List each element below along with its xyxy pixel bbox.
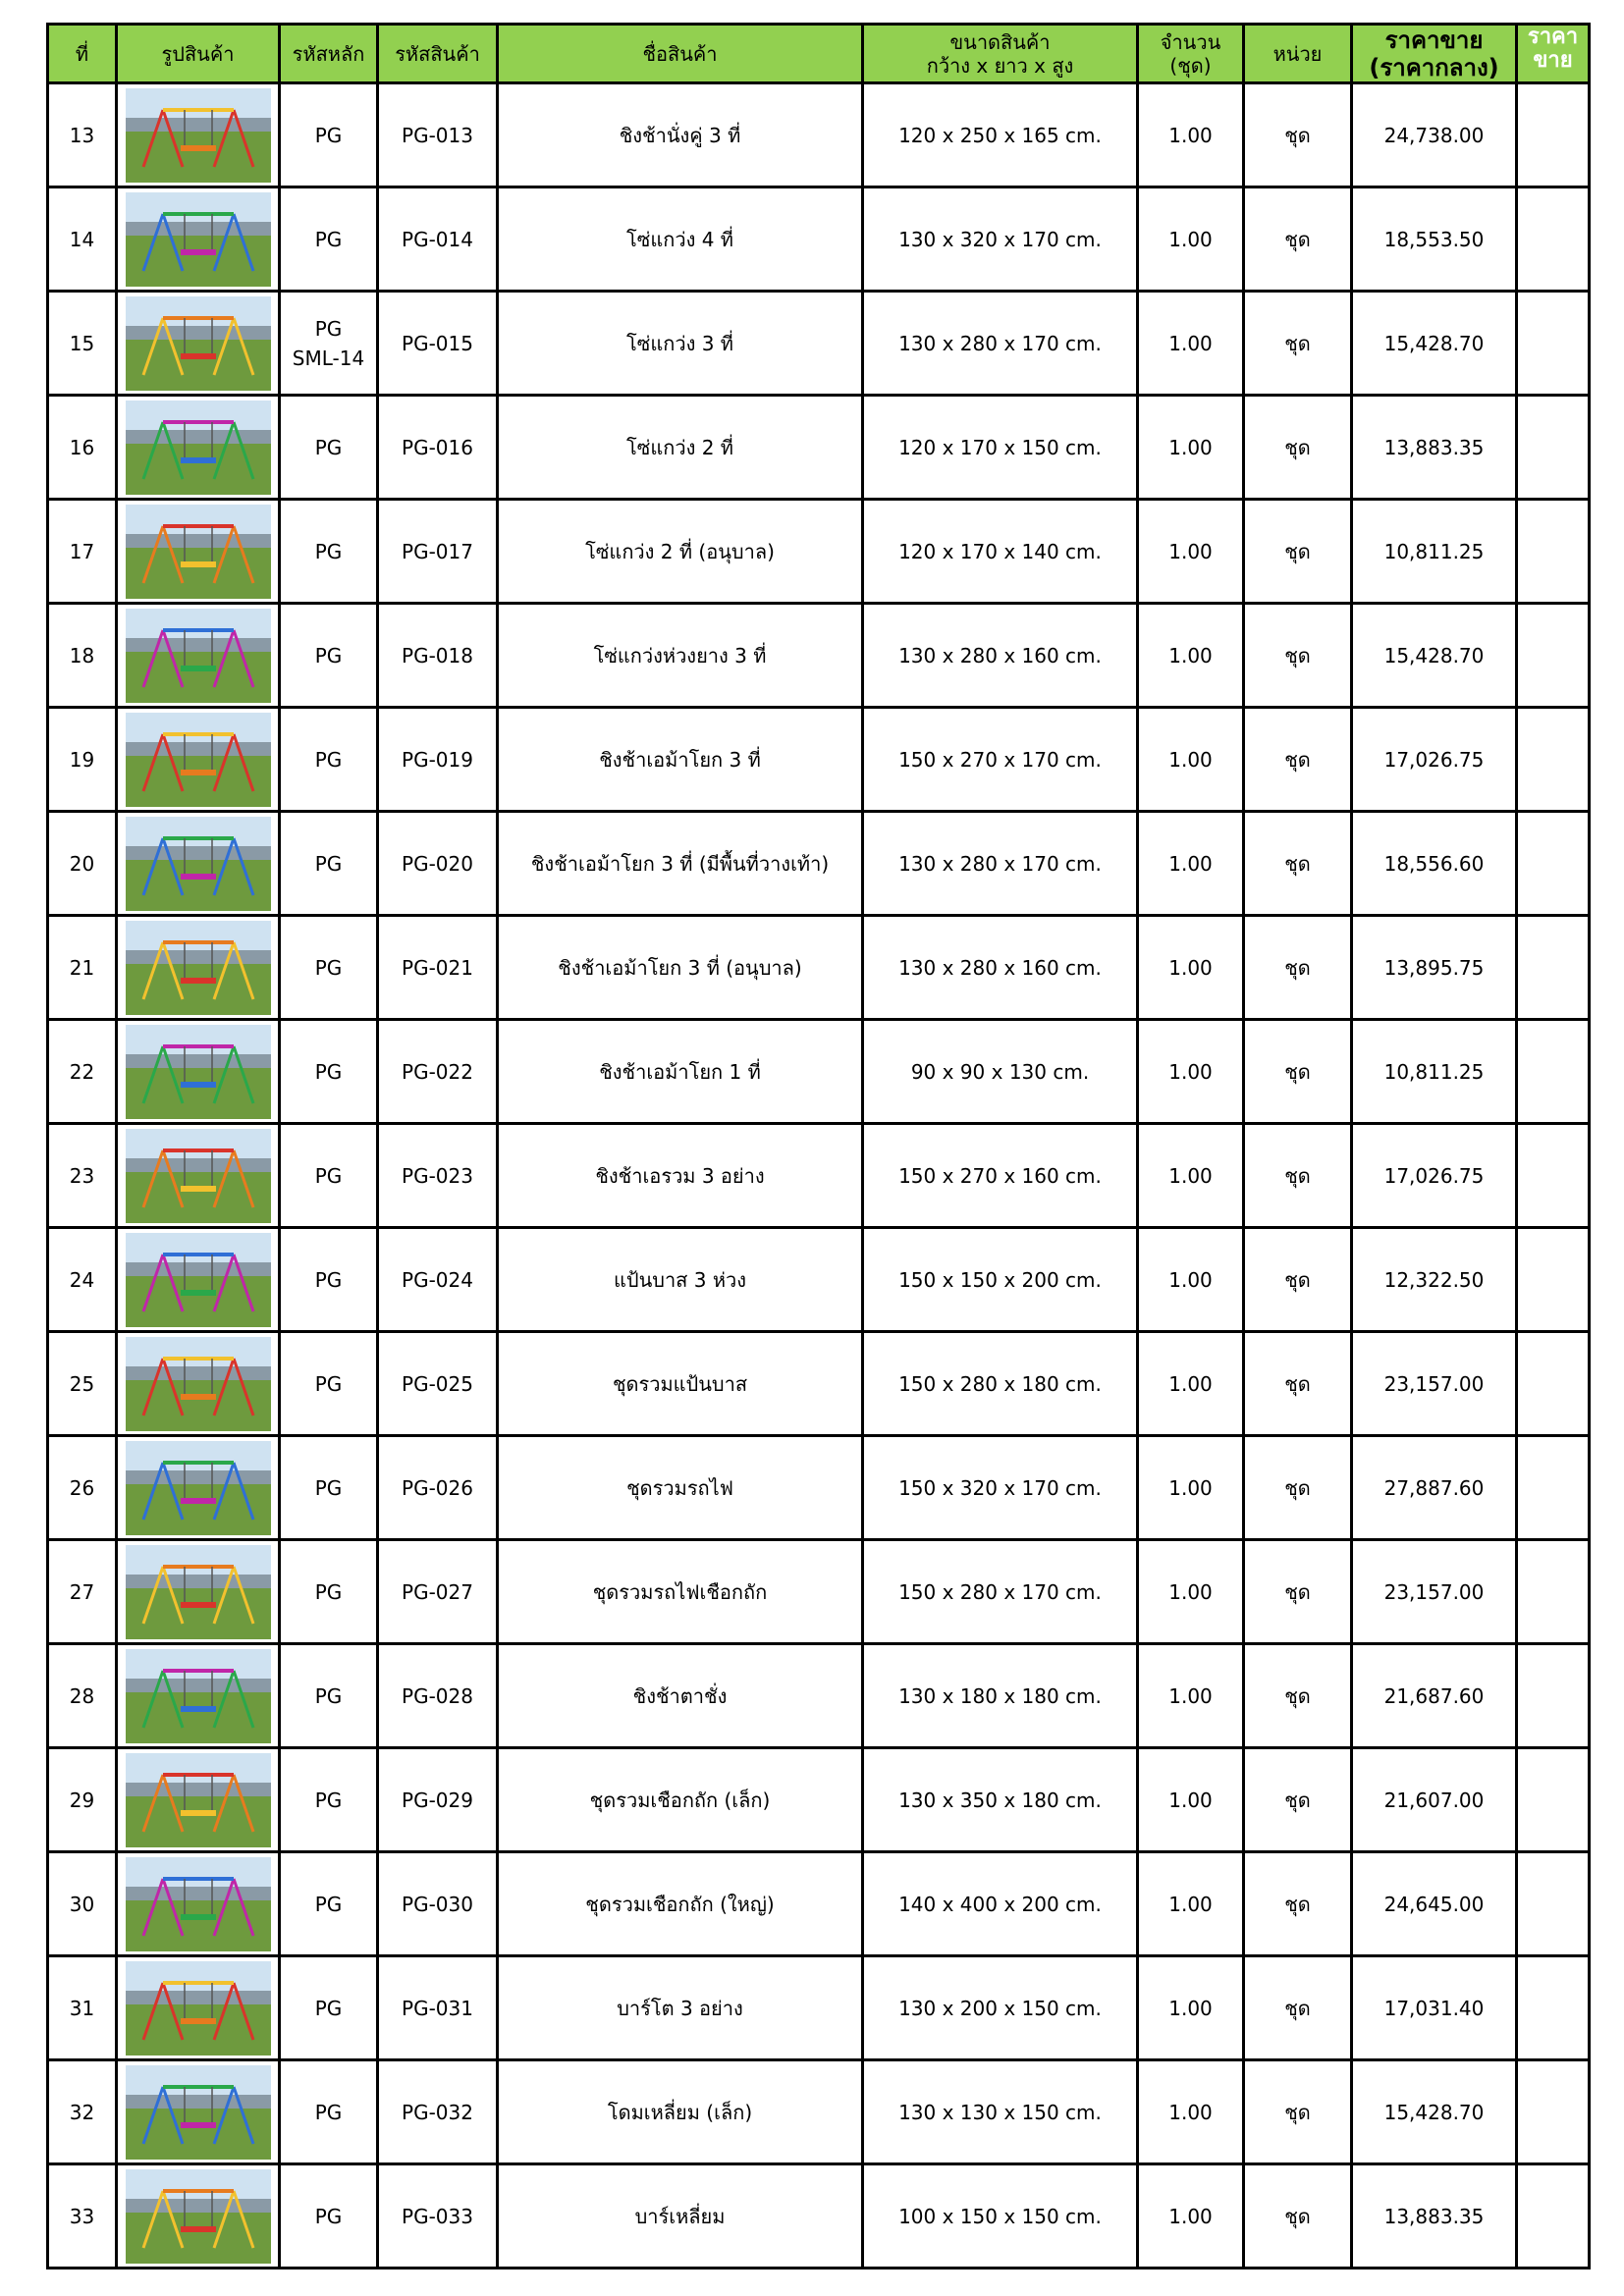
table-row — [48, 708, 1590, 812]
product-photo — [126, 817, 271, 911]
product-image-cell — [117, 1956, 280, 2060]
main-code-line1: PG — [314, 643, 343, 667]
product-image-cell — [117, 2060, 280, 2164]
product-code: PG-021 — [378, 916, 498, 1020]
header-size-line1: ขนาดสินค้า — [949, 29, 1051, 54]
product-size: 100 x 150 x 150 cm. — [863, 2164, 1138, 2269]
table-row — [48, 1228, 1590, 1332]
product-photo — [126, 2065, 271, 2160]
product-price: 15,428.70 — [1352, 292, 1517, 396]
product-name: ชุดรวมรถไฟเชือกถัก — [498, 1540, 863, 1644]
product-size: 150 x 150 x 200 cm. — [863, 1228, 1138, 1332]
product-unit: ชุด — [1244, 812, 1352, 916]
extra-price-cell — [1517, 1644, 1590, 1748]
product-qty: 1.00 — [1138, 1748, 1244, 1852]
table-row — [48, 2060, 1590, 2164]
product-qty: 1.00 — [1138, 292, 1244, 396]
extra-price-cell — [1517, 812, 1590, 916]
product-unit: ชุด — [1244, 1956, 1352, 2060]
main-code — [280, 1020, 378, 1124]
table-row — [48, 1124, 1590, 1228]
main-code-line1: PG — [314, 1892, 343, 1916]
header-price — [1352, 25, 1517, 83]
header-qty-line2: (ชุด) — [1169, 53, 1212, 78]
extra-price-cell — [1517, 1332, 1590, 1436]
product-photo — [126, 1857, 271, 1951]
product-unit: ชุด — [1244, 1020, 1352, 1124]
row-no: 19 — [48, 708, 117, 812]
header-product-name: ชื่อสินค้า — [498, 25, 863, 83]
product-price: 12,322.50 — [1352, 1228, 1517, 1332]
table-row — [48, 1436, 1590, 1540]
product-price: 21,687.60 — [1352, 1644, 1517, 1748]
product-unit: ชุด — [1244, 916, 1352, 1020]
product-name: ชิงช้าเอรวม 3 อย่าง — [498, 1124, 863, 1228]
row-no: 22 — [48, 1020, 117, 1124]
product-image-cell — [117, 83, 280, 187]
main-code — [280, 916, 378, 1020]
product-image-cell — [117, 604, 280, 708]
main-code-line2: SML-14 — [292, 346, 365, 370]
row-no: 15 — [48, 292, 117, 396]
main-code-line1: PG — [314, 1163, 343, 1188]
header-qty-line1: จำนวน — [1160, 29, 1221, 54]
product-code: PG-024 — [378, 1228, 498, 1332]
row-no: 31 — [48, 1956, 117, 2060]
extra-price-cell — [1517, 292, 1590, 396]
row-no: 33 — [48, 2164, 117, 2269]
product-unit: ชุด — [1244, 292, 1352, 396]
main-code-line1: PG — [314, 316, 343, 341]
main-code — [280, 2060, 378, 2164]
product-image-cell — [117, 1020, 280, 1124]
header-image: รูปสินค้า — [117, 25, 280, 83]
main-code — [280, 1748, 378, 1852]
product-photo — [126, 1649, 271, 1743]
table-row — [48, 1956, 1590, 2060]
product-photo — [126, 1025, 271, 1119]
product-price: 17,031.40 — [1352, 1956, 1517, 2060]
main-code-line1: PG — [314, 539, 343, 563]
product-photo — [126, 713, 271, 807]
row-no: 16 — [48, 396, 117, 500]
product-unit: ชุด — [1244, 1748, 1352, 1852]
product-image-cell — [117, 396, 280, 500]
product-name: โซ่แกว่งห่วงยาง 3 ที่ — [498, 604, 863, 708]
product-code: PG-032 — [378, 2060, 498, 2164]
extra-price-cell — [1517, 187, 1590, 292]
product-code: PG-031 — [378, 1956, 498, 2060]
product-qty: 1.00 — [1138, 1228, 1244, 1332]
product-size: 90 x 90 x 130 cm. — [863, 1020, 1138, 1124]
product-size: 120 x 170 x 150 cm. — [863, 396, 1138, 500]
product-photo — [126, 2169, 271, 2264]
product-unit: ชุด — [1244, 1436, 1352, 1540]
product-name: โซ่แกว่ง 2 ที่ (อนุบาล) — [498, 500, 863, 604]
product-size: 130 x 280 x 170 cm. — [863, 812, 1138, 916]
main-code — [280, 1124, 378, 1228]
product-unit: ชุด — [1244, 708, 1352, 812]
product-qty: 1.00 — [1138, 916, 1244, 1020]
product-price: 13,883.35 — [1352, 396, 1517, 500]
main-code — [280, 1332, 378, 1436]
product-size: 150 x 280 x 180 cm. — [863, 1332, 1138, 1436]
product-size: 130 x 130 x 150 cm. — [863, 2060, 1138, 2164]
table-row — [48, 916, 1590, 1020]
row-no: 24 — [48, 1228, 117, 1332]
product-size: 130 x 350 x 180 cm. — [863, 1748, 1138, 1852]
product-photo — [126, 1961, 271, 2056]
header-qty — [1138, 25, 1244, 83]
table-row — [48, 1020, 1590, 1124]
product-code: PG-027 — [378, 1540, 498, 1644]
table-row — [48, 1644, 1590, 1748]
header-extra-price — [1517, 25, 1590, 83]
product-unit: ชุด — [1244, 83, 1352, 187]
row-no: 30 — [48, 1852, 117, 1956]
product-qty: 1.00 — [1138, 1852, 1244, 1956]
table-row — [48, 83, 1590, 187]
main-code-line1: PG — [314, 123, 343, 147]
main-code-line1: PG — [314, 1267, 343, 1292]
product-code: PG-018 — [378, 604, 498, 708]
table-row — [48, 2164, 1590, 2269]
product-code: PG-016 — [378, 396, 498, 500]
main-code-line1: PG — [314, 955, 343, 980]
table-row — [48, 812, 1590, 916]
product-name: แป้นบาส 3 ห่วง — [498, 1228, 863, 1332]
product-qty: 1.00 — [1138, 396, 1244, 500]
product-unit: ชุด — [1244, 1852, 1352, 1956]
product-qty: 1.00 — [1138, 1124, 1244, 1228]
product-qty: 1.00 — [1138, 1644, 1244, 1748]
main-code-line1: PG — [314, 1579, 343, 1604]
product-qty: 1.00 — [1138, 187, 1244, 292]
product-code: PG-028 — [378, 1644, 498, 1748]
product-name: ชิงช้าเอม้าโยก 1 ที่ — [498, 1020, 863, 1124]
product-name: ชิงช้าเอม้าโยก 3 ที่ — [498, 708, 863, 812]
product-qty: 1.00 — [1138, 2060, 1244, 2164]
table-body — [48, 83, 1590, 2269]
product-image-cell — [117, 500, 280, 604]
product-code: PG-030 — [378, 1852, 498, 1956]
product-qty: 1.00 — [1138, 812, 1244, 916]
main-code-line1: PG — [314, 435, 343, 459]
main-code-line1: PG — [314, 851, 343, 876]
header-unit: หน่วย — [1244, 25, 1352, 83]
product-code: PG-013 — [378, 83, 498, 187]
table-row — [48, 1748, 1590, 1852]
main-code-line1: PG — [314, 1683, 343, 1708]
product-name: โซ่แกว่ง 3 ที่ — [498, 292, 863, 396]
product-size: 130 x 320 x 170 cm. — [863, 187, 1138, 292]
product-code: PG-023 — [378, 1124, 498, 1228]
product-qty: 1.00 — [1138, 604, 1244, 708]
product-qty: 1.00 — [1138, 1020, 1244, 1124]
product-unit: ชุด — [1244, 396, 1352, 500]
product-size: 130 x 280 x 160 cm. — [863, 916, 1138, 1020]
product-image-cell — [117, 1332, 280, 1436]
header-price-line1: ราคาขาย — [1384, 26, 1484, 54]
product-code: PG-019 — [378, 708, 498, 812]
header-product-code: รหัสสินค้า — [378, 25, 498, 83]
product-qty: 1.00 — [1138, 500, 1244, 604]
product-qty: 1.00 — [1138, 1540, 1244, 1644]
table-row — [48, 500, 1590, 604]
product-unit: ชุด — [1244, 1540, 1352, 1644]
extra-price-cell — [1517, 1228, 1590, 1332]
product-unit: ชุด — [1244, 604, 1352, 708]
product-code: PG-029 — [378, 1748, 498, 1852]
product-image-cell — [117, 1436, 280, 1540]
product-unit: ชุด — [1244, 500, 1352, 604]
product-size: 150 x 320 x 170 cm. — [863, 1436, 1138, 1540]
row-no: 17 — [48, 500, 117, 604]
table-row — [48, 604, 1590, 708]
product-photo — [126, 609, 271, 703]
product-size: 130 x 280 x 170 cm. — [863, 292, 1138, 396]
product-price: 21,607.00 — [1352, 1748, 1517, 1852]
product-price: 23,157.00 — [1352, 1332, 1517, 1436]
product-price: 24,645.00 — [1352, 1852, 1517, 1956]
extra-price-cell — [1517, 83, 1590, 187]
header-no: ที่ — [48, 25, 117, 83]
product-image-cell — [117, 2164, 280, 2269]
product-size: 130 x 180 x 180 cm. — [863, 1644, 1138, 1748]
product-name: บาร์เหลี่ยม — [498, 2164, 863, 2269]
product-photo — [126, 1337, 271, 1431]
product-price: 17,026.75 — [1352, 1124, 1517, 1228]
product-image-cell — [117, 1124, 280, 1228]
product-size: 120 x 250 x 165 cm. — [863, 83, 1138, 187]
extra-price-cell — [1517, 604, 1590, 708]
row-no: 28 — [48, 1644, 117, 1748]
row-no: 21 — [48, 916, 117, 1020]
main-code-line1: PG — [314, 1475, 343, 1500]
main-code — [280, 1852, 378, 1956]
extra-price-cell — [1517, 396, 1590, 500]
table-row — [48, 1332, 1590, 1436]
header-size — [863, 25, 1138, 83]
product-name: โดมเหลี่ยม (เล็ก) — [498, 2060, 863, 2164]
product-qty: 1.00 — [1138, 83, 1244, 187]
product-photo — [126, 505, 271, 599]
product-code: PG-022 — [378, 1020, 498, 1124]
product-qty: 1.00 — [1138, 1332, 1244, 1436]
extra-price-cell — [1517, 1436, 1590, 1540]
main-code — [280, 1228, 378, 1332]
product-price: 13,883.35 — [1352, 2164, 1517, 2269]
header-extra-line1: ราคา — [1527, 25, 1579, 49]
extra-price-cell — [1517, 916, 1590, 1020]
main-code — [280, 83, 378, 187]
product-unit: ชุด — [1244, 1332, 1352, 1436]
extra-price-cell — [1517, 708, 1590, 812]
row-no: 25 — [48, 1332, 117, 1436]
product-price: 10,811.25 — [1352, 500, 1517, 604]
product-code: PG-026 — [378, 1436, 498, 1540]
product-name: โซ่แกว่ง 4 ที่ — [498, 187, 863, 292]
row-no: 14 — [48, 187, 117, 292]
product-image-cell — [117, 1748, 280, 1852]
product-unit: ชุด — [1244, 1228, 1352, 1332]
product-image-cell — [117, 708, 280, 812]
row-no: 26 — [48, 1436, 117, 1540]
product-code: PG-015 — [378, 292, 498, 396]
row-no: 13 — [48, 83, 117, 187]
extra-price-cell — [1517, 1124, 1590, 1228]
product-photo — [126, 400, 271, 495]
product-price: 10,811.25 — [1352, 1020, 1517, 1124]
table-row — [48, 292, 1590, 396]
main-code-line1: PG — [314, 1371, 343, 1396]
row-no: 32 — [48, 2060, 117, 2164]
extra-price-cell — [1517, 500, 1590, 604]
product-photo — [126, 1753, 271, 1847]
product-photo — [126, 1441, 271, 1535]
product-price: 15,428.70 — [1352, 604, 1517, 708]
product-photo — [126, 192, 271, 287]
product-photo — [126, 296, 271, 391]
product-price: 13,895.75 — [1352, 916, 1517, 1020]
product-unit: ชุด — [1244, 2060, 1352, 2164]
main-code — [280, 2164, 378, 2269]
main-code — [280, 1956, 378, 2060]
extra-price-cell — [1517, 1540, 1590, 1644]
product-unit: ชุด — [1244, 1644, 1352, 1748]
product-image-cell — [117, 812, 280, 916]
main-code-line1: PG — [314, 2204, 343, 2228]
product-unit: ชุด — [1244, 187, 1352, 292]
product-unit: ชุด — [1244, 2164, 1352, 2269]
product-image-cell — [117, 292, 280, 396]
row-no: 20 — [48, 812, 117, 916]
product-name: บาร์โต 3 อย่าง — [498, 1956, 863, 2060]
main-code — [280, 708, 378, 812]
header-extra-line2: ขาย — [1533, 48, 1573, 73]
product-price: 24,738.00 — [1352, 83, 1517, 187]
product-name: โซ่แกว่ง 2 ที่ — [498, 396, 863, 500]
product-code: PG-017 — [378, 500, 498, 604]
product-price: 15,428.70 — [1352, 2060, 1517, 2164]
row-no: 29 — [48, 1748, 117, 1852]
main-code — [280, 1644, 378, 1748]
product-image-cell — [117, 1644, 280, 1748]
product-size: 150 x 270 x 160 cm. — [863, 1124, 1138, 1228]
main-code-line1: PG — [314, 1788, 343, 1812]
row-no: 18 — [48, 604, 117, 708]
main-code — [280, 500, 378, 604]
extra-price-cell — [1517, 1748, 1590, 1852]
extra-price-cell — [1517, 2060, 1590, 2164]
product-code: PG-033 — [378, 2164, 498, 2269]
product-code: PG-025 — [378, 1332, 498, 1436]
product-size: 120 x 170 x 140 cm. — [863, 500, 1138, 604]
product-photo — [126, 1129, 271, 1223]
product-image-cell — [117, 1852, 280, 1956]
price-list-table — [46, 23, 1591, 2269]
product-qty: 1.00 — [1138, 1956, 1244, 2060]
main-code — [280, 1540, 378, 1644]
main-code-line1: PG — [314, 1996, 343, 2020]
product-price: 18,553.50 — [1352, 187, 1517, 292]
main-code — [280, 1436, 378, 1540]
table-row — [48, 187, 1590, 292]
product-photo — [126, 1233, 271, 1327]
product-size: 150 x 280 x 170 cm. — [863, 1540, 1138, 1644]
main-code — [280, 396, 378, 500]
product-qty: 1.00 — [1138, 708, 1244, 812]
product-qty: 1.00 — [1138, 1436, 1244, 1540]
product-image-cell — [117, 916, 280, 1020]
main-code-line1: PG — [314, 1059, 343, 1084]
product-code: PG-014 — [378, 187, 498, 292]
header-size-line2: กว้าง x ยาว x สูง — [926, 53, 1074, 78]
product-size: 130 x 280 x 160 cm. — [863, 604, 1138, 708]
product-qty: 1.00 — [1138, 2164, 1244, 2269]
main-code — [280, 187, 378, 292]
main-code — [280, 292, 378, 396]
product-name: ชุดรวมเชือกถัก (ใหญ่) — [498, 1852, 863, 1956]
main-code-line1: PG — [314, 2100, 343, 2124]
product-name: ชุดรวมรถไฟ — [498, 1436, 863, 1540]
main-code — [280, 812, 378, 916]
product-name: ชิงช้าเอม้าโยก 3 ที่ (อนุบาล) — [498, 916, 863, 1020]
main-code — [280, 604, 378, 708]
main-code-line1: PG — [314, 747, 343, 772]
extra-price-cell — [1517, 1956, 1590, 2060]
table-row — [48, 396, 1590, 500]
product-size: 130 x 200 x 150 cm. — [863, 1956, 1138, 2060]
table-row — [48, 1852, 1590, 1956]
product-size: 150 x 270 x 170 cm. — [863, 708, 1138, 812]
extra-price-cell — [1517, 1020, 1590, 1124]
product-size: 140 x 400 x 200 cm. — [863, 1852, 1138, 1956]
product-price: 27,887.60 — [1352, 1436, 1517, 1540]
product-price: 23,157.00 — [1352, 1540, 1517, 1644]
product-name: ชิงช้านั่งคู่ 3 ที่ — [498, 83, 863, 187]
product-photo — [126, 1545, 271, 1639]
product-price: 18,556.60 — [1352, 812, 1517, 916]
product-name: ชิงช้าเอม้าโยก 3 ที่ (มีพื้นที่วางเท้า) — [498, 812, 863, 916]
header-price-line2: (ราคากลาง) — [1369, 53, 1499, 81]
table-header-row — [48, 25, 1590, 83]
product-code: PG-020 — [378, 812, 498, 916]
product-price: 17,026.75 — [1352, 708, 1517, 812]
product-photo — [126, 88, 271, 183]
extra-price-cell — [1517, 2164, 1590, 2269]
product-image-cell — [117, 1228, 280, 1332]
product-photo — [126, 921, 271, 1015]
row-no: 27 — [48, 1540, 117, 1644]
product-image-cell — [117, 187, 280, 292]
header-main-code: รหัสหลัก — [280, 25, 378, 83]
row-no: 23 — [48, 1124, 117, 1228]
product-image-cell — [117, 1540, 280, 1644]
product-name: ชิงช้าตาชั่ง — [498, 1644, 863, 1748]
extra-price-cell — [1517, 1852, 1590, 1956]
product-name: ชุดรวมเชือกถัก (เล็ก) — [498, 1748, 863, 1852]
main-code-line1: PG — [314, 227, 343, 251]
product-name: ชุดรวมแป้นบาส — [498, 1332, 863, 1436]
product-unit: ชุด — [1244, 1124, 1352, 1228]
table-row — [48, 1540, 1590, 1644]
